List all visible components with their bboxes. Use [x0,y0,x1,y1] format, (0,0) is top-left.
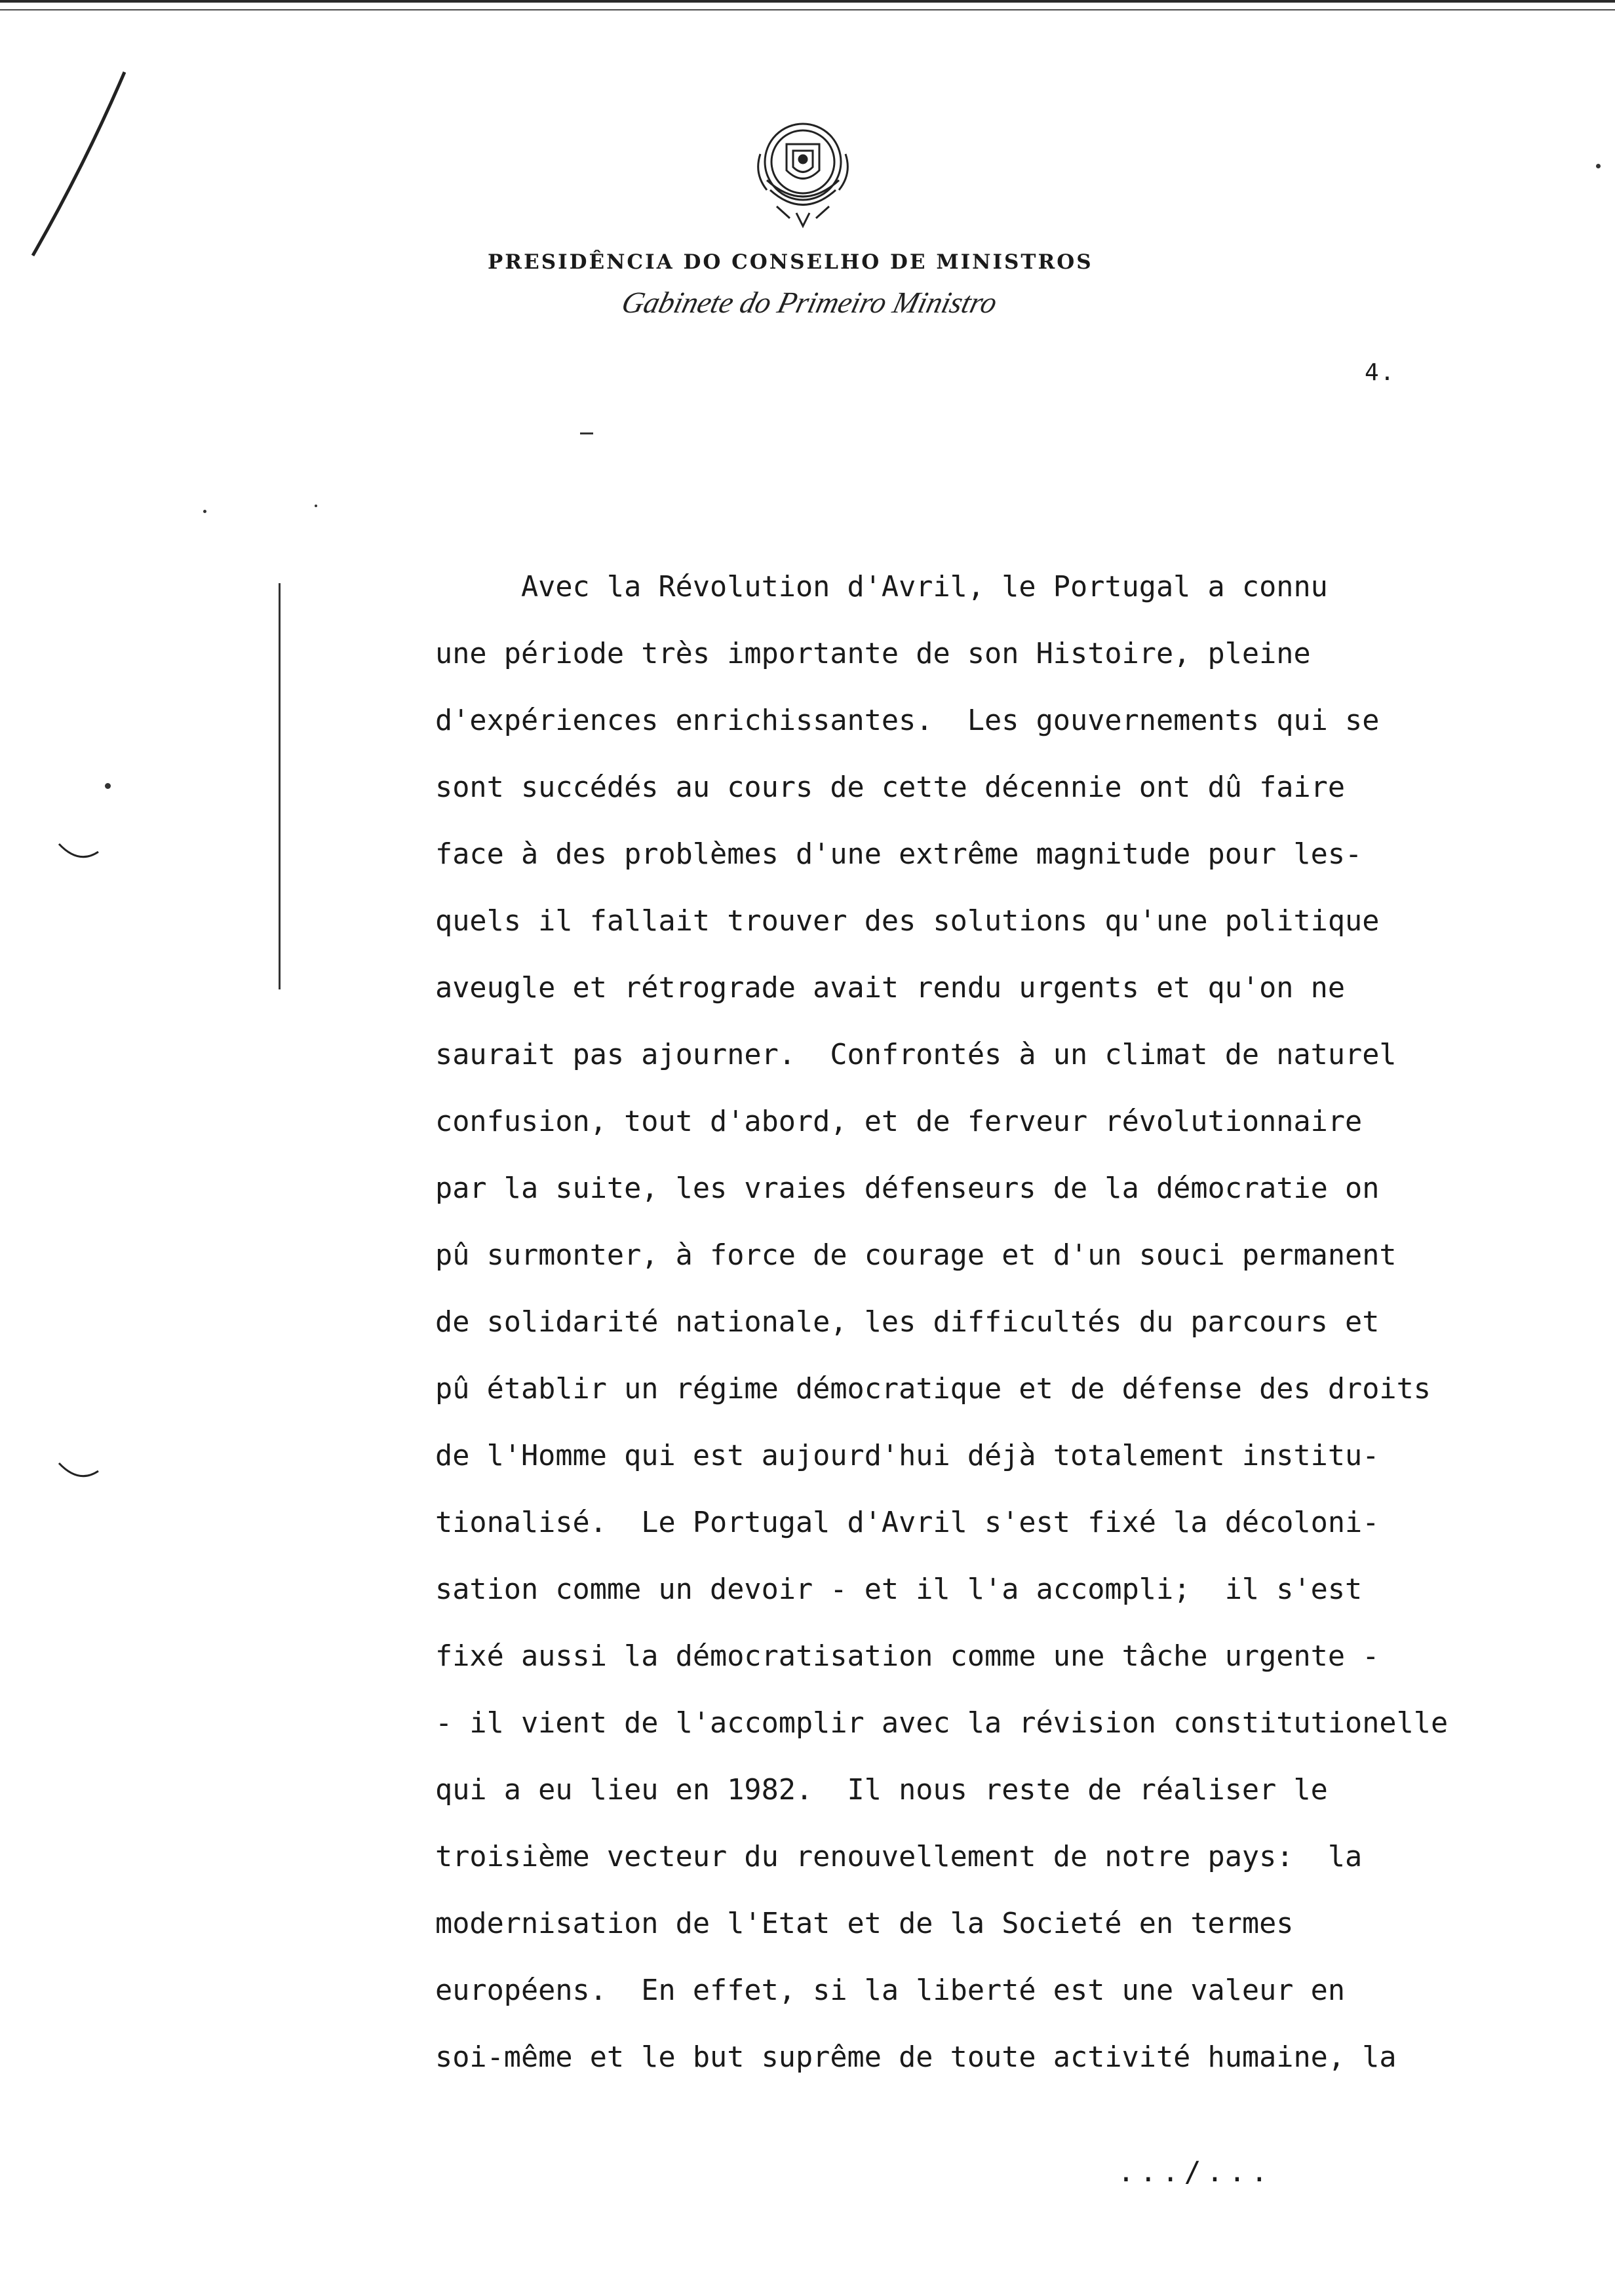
body-line: de l'Homme qui est aujourd'hui déjà totalement institu- [435,1440,1380,1472]
body-line: qui a eu lieu en 1982. Il nous reste de réaliser le [435,1774,1328,1807]
top-border-line-secondary [0,9,1615,10]
margin-dot [1596,164,1601,168]
body-line: par la suite, les vraies défenseurs de la démocratie on [435,1172,1380,1205]
body-line: saurait pas ajourner. Confrontés à un climat de naturel [435,1039,1397,1071]
body-line: Avec la Révolution d'Avril, le Portugal a connu [435,571,1328,603]
pen-stroke-mark [13,59,144,269]
margin-dot [315,505,317,507]
body-line: confusion, tout d'abord, et de ferveur révolutionnaire [435,1105,1363,1138]
margin-dash [580,432,593,434]
body-line: quels il fallait trouver des solutions qu'une politique [435,905,1380,938]
margin-dot [203,510,206,513]
body-line: sation comme un devoir - et il l'a accompli; il s'est [435,1573,1363,1606]
margin-dot [105,783,111,789]
body-line: d'expériences enrichissantes. Les gouvernements qui se [435,704,1380,737]
coat-of-arms-seal-icon [741,115,865,233]
office-handwritten-subtitle: Gabinete do Primeiro Ministro [618,286,1001,319]
body-line: tionalisé. Le Portugal d'Avril s'est fixé la décoloni- [435,1506,1380,1539]
top-border-line [0,0,1615,3]
body-line: face à des problèmes d'une extrême magnitude pour les- [435,838,1363,871]
body-line: - il vient de l'accomplir avec la révision constitutionelle [435,1707,1449,1740]
body-line: sont succédés au cours de cette décennie ont dû faire [435,771,1346,804]
margin-vertical-mark [279,583,281,989]
body-line: de solidarité nationale, les difficultés du parcours et [435,1306,1380,1339]
letter-body [435,554,1602,2091]
body-line: pû établir un régime démocratique et de défense des droits [435,1373,1431,1406]
institution-heading: PRESIDÊNCIA DO CONSELHO DE MINISTROS [488,250,1093,274]
body-line: pû surmonter, à force de courage et d'un souci permanent [435,1239,1397,1272]
continuation-mark: .../... [1118,2156,1274,2189]
body-line: une période très importante de son Histoire, pleine [435,638,1311,670]
page-number: 4. [1365,359,1396,386]
margin-curve-mark [56,839,102,865]
body-line: modernisation de l'Etat et de la Societé en termes [435,1907,1294,1940]
body-line: européens. En effet, si la liberté est une valeur en [435,1974,1346,2007]
margin-curve-mark [56,1458,102,1484]
body-line: aveugle et rétrograde avait rendu urgents et qu'on ne [435,972,1346,1004]
body-line: troisième vecteur du renouvellement de notre pays: la [435,1841,1363,1873]
body-line: soi-même et le but suprême de toute activité humaine, la [435,2041,1397,2074]
body-line: fixé aussi la démocratisation comme une tâche urgente - [435,1640,1380,1673]
